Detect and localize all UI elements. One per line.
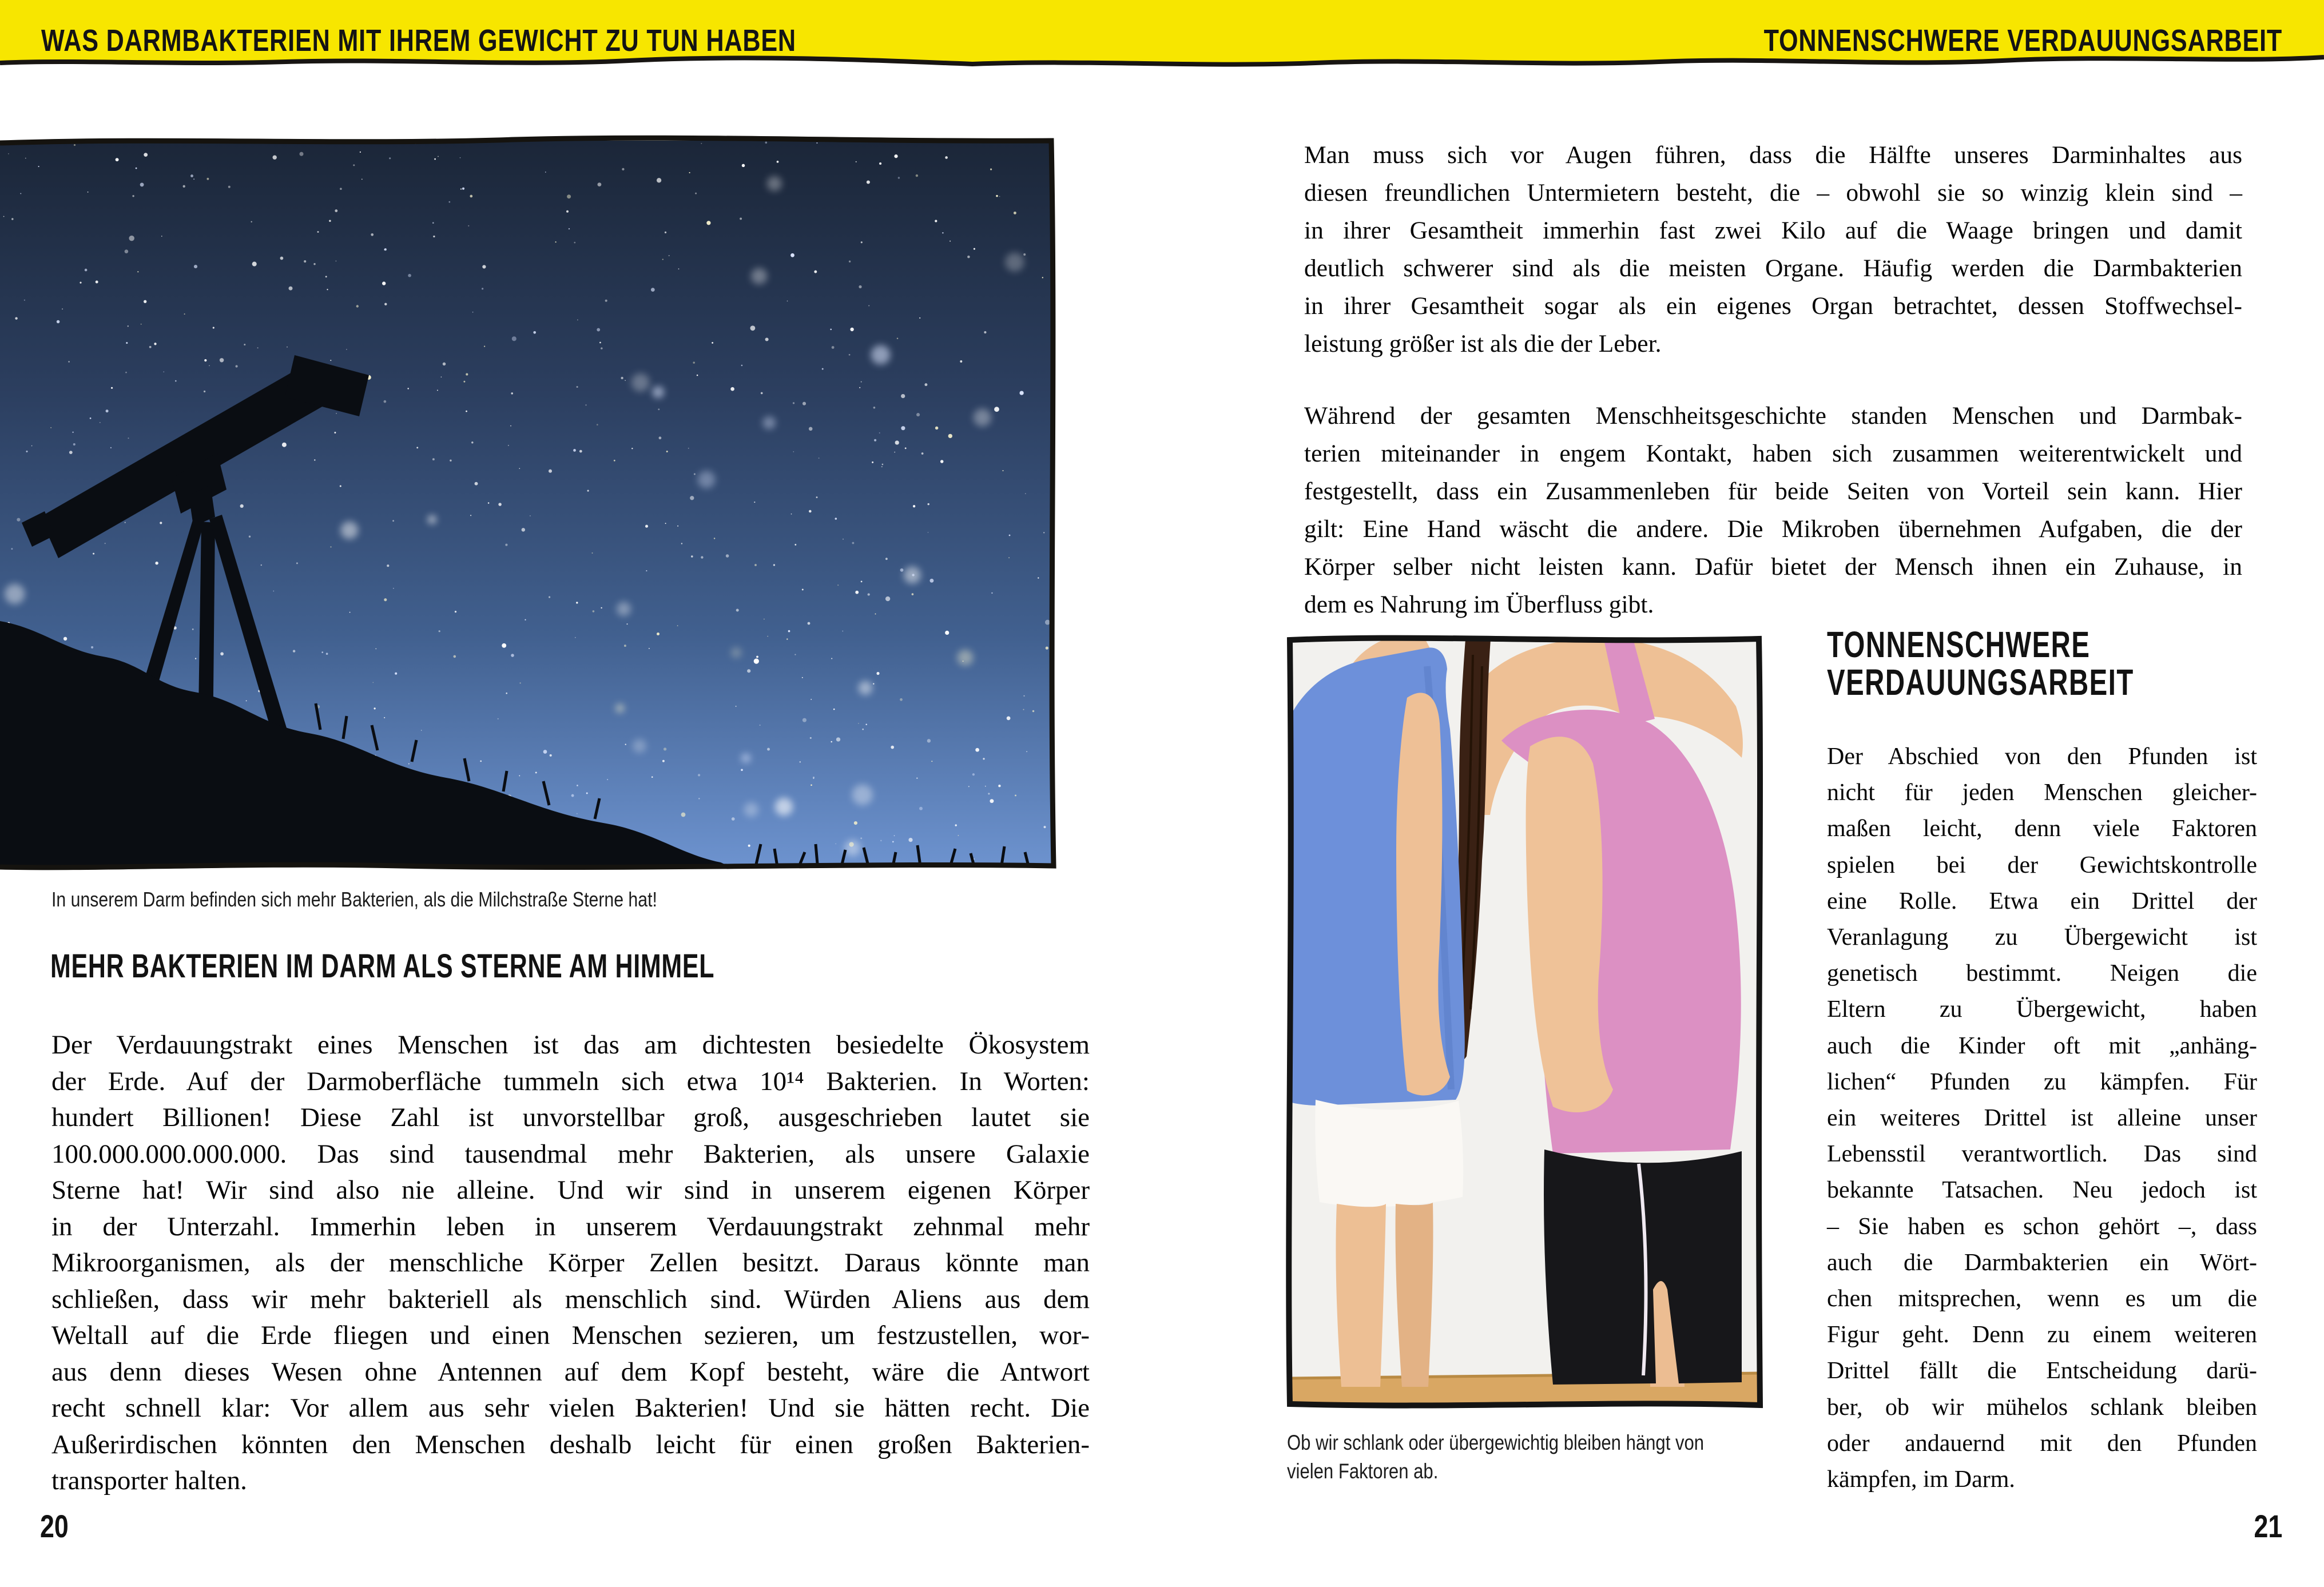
text-line: – Sie haben es schon gehört –, dass bbox=[1827, 1213, 2257, 1240]
header-left-title: WAS DARMBAKTERIEN MIT IHREM GEWICHT ZU TUN HABEN bbox=[41, 23, 796, 58]
text-line: Weltall auf die Erde fliegen und einen Menschen sezieren, um festzustellen, wor- bbox=[51, 1320, 1090, 1350]
text-line: transporter halten. bbox=[51, 1466, 247, 1495]
text-line: leistung größer ist als die der Leber. bbox=[1304, 330, 1662, 357]
text-line: in ihrer Gesamtheit immerhin fast zwei Kilo auf die Waage bringen und damit bbox=[1304, 217, 2242, 244]
text-line: lichen“ Pfunden zu kämpfen. Für bbox=[1827, 1068, 2257, 1095]
text-line: der Erde. Auf der Darmoberfläche tummeln sich etwa 10¹⁴ Bakterien. In Worten: bbox=[51, 1066, 1090, 1096]
sidebar-body-text bbox=[1827, 739, 2257, 1498]
text-line: in der Unterzahl. Immerhin leben in unserem Verdauungstrakt zehnmal mehr bbox=[51, 1211, 1090, 1242]
text-line: kämpfen, im Darm. bbox=[1827, 1466, 2015, 1493]
text-line: eine Rolle. Etwa ein Drittel der bbox=[1827, 888, 2257, 914]
women-photo-caption bbox=[1287, 1429, 1704, 1486]
text-line: Eltern zu Übergewicht, haben bbox=[1827, 996, 2257, 1023]
header-right-title: TONNENSCHWERE VERDAUUNGSARBEIT bbox=[1763, 23, 2282, 58]
text-line: festgestellt, dass ein Zusammenleben für beide Seiten von Vorteil sein kann. Hier bbox=[1304, 478, 2242, 505]
text-line: Drittel fällt die Entscheidung darü- bbox=[1827, 1358, 2257, 1385]
text-line: Figur geht. Denn zu einem weiteren bbox=[1827, 1322, 2257, 1349]
page-number-right: 21 bbox=[2254, 1508, 2282, 1544]
text-line: dem es Nahrung im Überfluss gibt. bbox=[1304, 591, 1654, 618]
text-line: Sterne hat! Wir sind also nie alleine. Und wir sind in unserem eigenen Körper bbox=[51, 1175, 1090, 1205]
text-line: Ob wir schlank oder übergewichtig bleiben hängt von bbox=[1287, 1431, 1705, 1454]
text-line: auch die Kinder oft mit „anhäng- bbox=[1827, 1032, 2257, 1059]
text-line: VERDAUUNGSARBEIT bbox=[1827, 662, 2134, 703]
right-paragraph-2 bbox=[1304, 397, 2242, 623]
text-line: nicht für jeden Menschen gleicher- bbox=[1827, 779, 2257, 806]
text-line: maßen leicht, denn viele Faktoren bbox=[1827, 816, 2257, 842]
sidebar-heading bbox=[1827, 626, 2134, 701]
text-line: chen mitsprechen, wenn es um die bbox=[1827, 1286, 2257, 1312]
text-line: Mikroorganismen, als der menschliche Körper Zellen besitzt. Daraus könnte man bbox=[51, 1248, 1090, 1278]
text-line: ein weiteres Drittel ist alleine unser bbox=[1827, 1105, 2257, 1132]
text-line: bekannte Tatsachen. Neu jedoch ist bbox=[1827, 1177, 2257, 1204]
text-line: auch die Darmbakterien ein Wört- bbox=[1827, 1249, 2257, 1276]
text-line: TONNENSCHWERE bbox=[1827, 624, 2091, 665]
text-line: deutlich schwerer sind als die meisten Organe. Häufig werden die Darmbakterien bbox=[1304, 254, 2242, 282]
text-line: genetisch bestimmt. Neigen die bbox=[1827, 960, 2257, 987]
text-line: Körper selber nicht leisten kann. Dafür bietet der Mensch ihnen ein Zuhause, in bbox=[1304, 553, 2242, 580]
text-line: ber, ob wir mühelos schlank bleiben bbox=[1827, 1394, 2257, 1421]
text-line: spielen bei der Gewichtskontrolle bbox=[1827, 852, 2257, 878]
text-line: aus denn dieses Wesen ohne Antennen auf dem Kopf besteht, wäre die Antwort bbox=[51, 1357, 1090, 1387]
night-sky-photo bbox=[0, 135, 1059, 873]
text-line: recht schnell klar: Vor allem aus sehr vielen Bakterien! Und sie hätten recht. Die bbox=[51, 1393, 1090, 1423]
right-paragraph-1 bbox=[1304, 136, 2242, 363]
text-line: Der Abschied von den Pfunden ist bbox=[1827, 743, 2257, 770]
text-line: Man muss sich vor Augen führen, dass die Hälfte unseres Darminhaltes aus bbox=[1304, 141, 2242, 169]
page-number-left: 20 bbox=[40, 1508, 69, 1544]
women-photo bbox=[1284, 632, 1765, 1413]
text-line: terien miteinander in engem Kontakt, haben sich zusammen weiterentwickelt und bbox=[1304, 440, 2242, 467]
night-sky-caption: In unserem Darm befinden sich mehr Bakterien, als die Milchstraße Sterne hat! bbox=[51, 888, 657, 911]
text-line: diesen freundlichen Untermietern besteht, die – obwohl sie so winzig klein sind – bbox=[1304, 179, 2242, 206]
left-section-heading: MEHR BAKTERIEN IM DARM ALS STERNE AM HIMMEL bbox=[50, 948, 715, 985]
text-line: in ihrer Gesamtheit sogar als ein eigenes Organ betrachtet, dessen Stoffwechsel- bbox=[1304, 292, 2242, 320]
text-line: vielen Faktoren ab. bbox=[1287, 1459, 1439, 1483]
text-line: Lebensstil verantwortlich. Das sind bbox=[1827, 1141, 2257, 1168]
text-line: gilt: Eine Hand wäscht die andere. Die Mikroben übernehmen Aufgaben, die der bbox=[1304, 515, 2242, 543]
text-line: oder andauernd mit den Pfunden bbox=[1827, 1430, 2257, 1457]
text-line: hundert Billionen! Diese Zahl ist unvorstellbar groß, ausgeschrieben lautet sie bbox=[51, 1103, 1090, 1132]
text-line: Während der gesamten Menschheitsgeschichte standen Menschen und Darmbak- bbox=[1304, 402, 2242, 429]
text-line: Der Verdauungstrakt eines Menschen ist das am dichtesten besiedelte Ökosystem bbox=[51, 1030, 1090, 1060]
text-line: 100.000.000.000.000. Das sind tausendmal mehr Bakterien, als unsere Galaxie bbox=[51, 1139, 1090, 1169]
text-line: Außerirdischen könnten den Menschen deshalb leicht für einen großen Bakterien- bbox=[51, 1429, 1090, 1459]
text-line: schließen, dass wir mehr bakteriell als menschlich sind. Würden Aliens aus dem bbox=[51, 1284, 1090, 1314]
left-body-text bbox=[51, 1027, 1090, 1500]
text-line: Veranlagung zu Übergewicht ist bbox=[1827, 924, 2257, 951]
